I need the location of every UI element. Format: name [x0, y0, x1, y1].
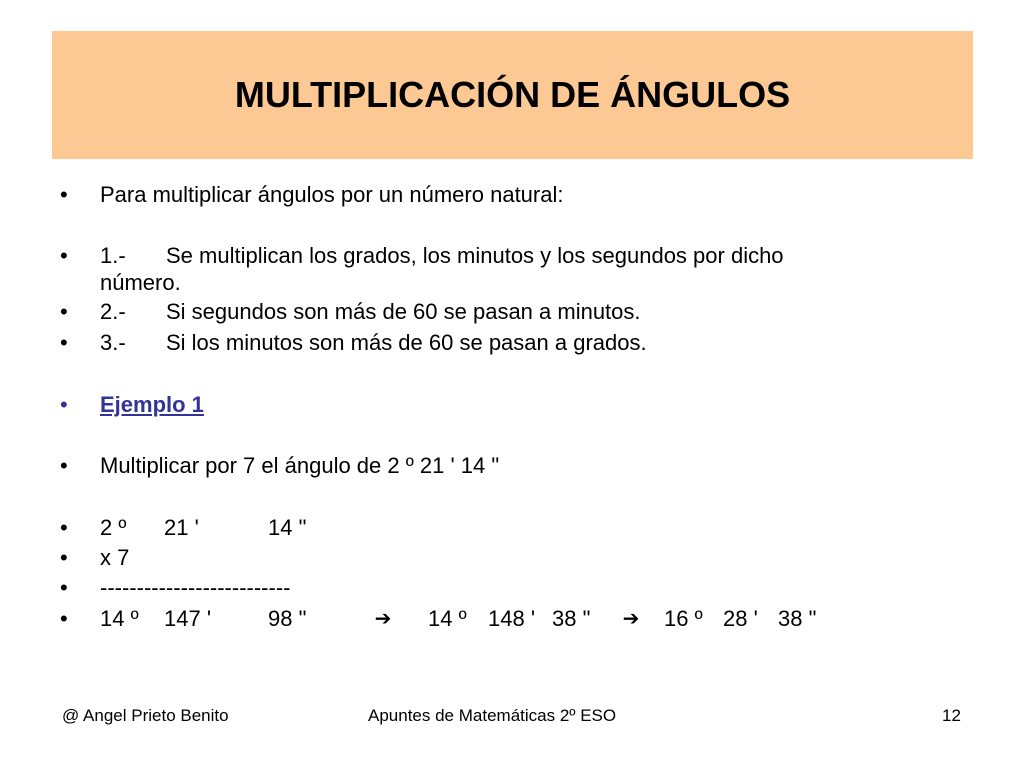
- intro-text: Para multiplicar ángulos por un número natural:: [100, 182, 564, 207]
- bullet-icon: •: [60, 515, 68, 540]
- step-number: 2.-: [100, 299, 126, 324]
- slide-title: MULTIPLICACIÓN DE ÁNGULOS: [234, 74, 791, 115]
- step3-minutes: 28 ': [723, 606, 758, 631]
- bullet-icon: •: [60, 545, 68, 570]
- step-item-1: [56, 243, 784, 269]
- example-link[interactable]: Ejemplo 1: [100, 392, 204, 417]
- bullet-icon: •: [60, 299, 68, 324]
- step-item-2: [56, 299, 641, 325]
- calc-line-2: [56, 545, 129, 571]
- step2-minutes: 148 ': [488, 606, 536, 631]
- footer-author: @ Angel Prieto Benito: [62, 706, 229, 725]
- bullet-icon: •: [60, 453, 68, 478]
- bullet-icon: •: [60, 330, 68, 355]
- footer-subject: Apuntes de Matemáticas 2º ESO: [368, 706, 617, 725]
- step-text: Se multiplican los grados, los minutos y los segundos por dicho: [166, 243, 784, 268]
- arrow-right-icon: ➔: [374, 608, 392, 630]
- step-text: Si los minutos son más de 60 se pasan a grados.: [166, 330, 647, 355]
- intro-item: [56, 182, 563, 208]
- title-band: [52, 31, 973, 159]
- step-item-3: [56, 330, 647, 356]
- example-item: [56, 392, 204, 418]
- step3-degrees: 16 º: [664, 606, 703, 631]
- calc-degrees: 2 º: [100, 515, 127, 540]
- step2-degrees: 14 º: [428, 606, 467, 631]
- calc-multiplier: x 7: [100, 545, 130, 570]
- calc-line-1: [56, 515, 306, 541]
- result-minutes: 147 ': [164, 606, 212, 631]
- result-seconds: 98 ": [268, 606, 307, 631]
- bullet-icon: •: [60, 243, 68, 268]
- step2-seconds: 38 ": [552, 606, 591, 631]
- calc-line-3: [56, 575, 290, 601]
- arrow-right-icon: ➔: [622, 608, 640, 630]
- step-number: 3.-: [100, 330, 126, 355]
- calc-divider: --------------------------: [100, 575, 291, 600]
- bullet-icon: •: [60, 182, 68, 207]
- bullet-icon: •: [60, 575, 68, 600]
- bullet-icon: •: [60, 392, 68, 417]
- calc-minutes: 21 ': [164, 515, 199, 540]
- step-1-continuation: número.: [100, 270, 181, 295]
- bullet-icon: •: [60, 606, 68, 631]
- step-text: Si segundos son más de 60 se pasan a minutos.: [166, 299, 641, 324]
- footer-page-number: 12: [942, 706, 961, 725]
- calc-seconds: 14 ": [268, 515, 307, 540]
- problem-item: [56, 453, 499, 479]
- step3-seconds: 38 ": [778, 606, 817, 631]
- problem-text: Multiplicar por 7 el ángulo de 2 º 21 ' 14 ": [100, 453, 500, 478]
- step-number: 1.-: [100, 243, 126, 268]
- calc-result-line: [56, 606, 816, 632]
- result-degrees: 14 º: [100, 606, 139, 631]
